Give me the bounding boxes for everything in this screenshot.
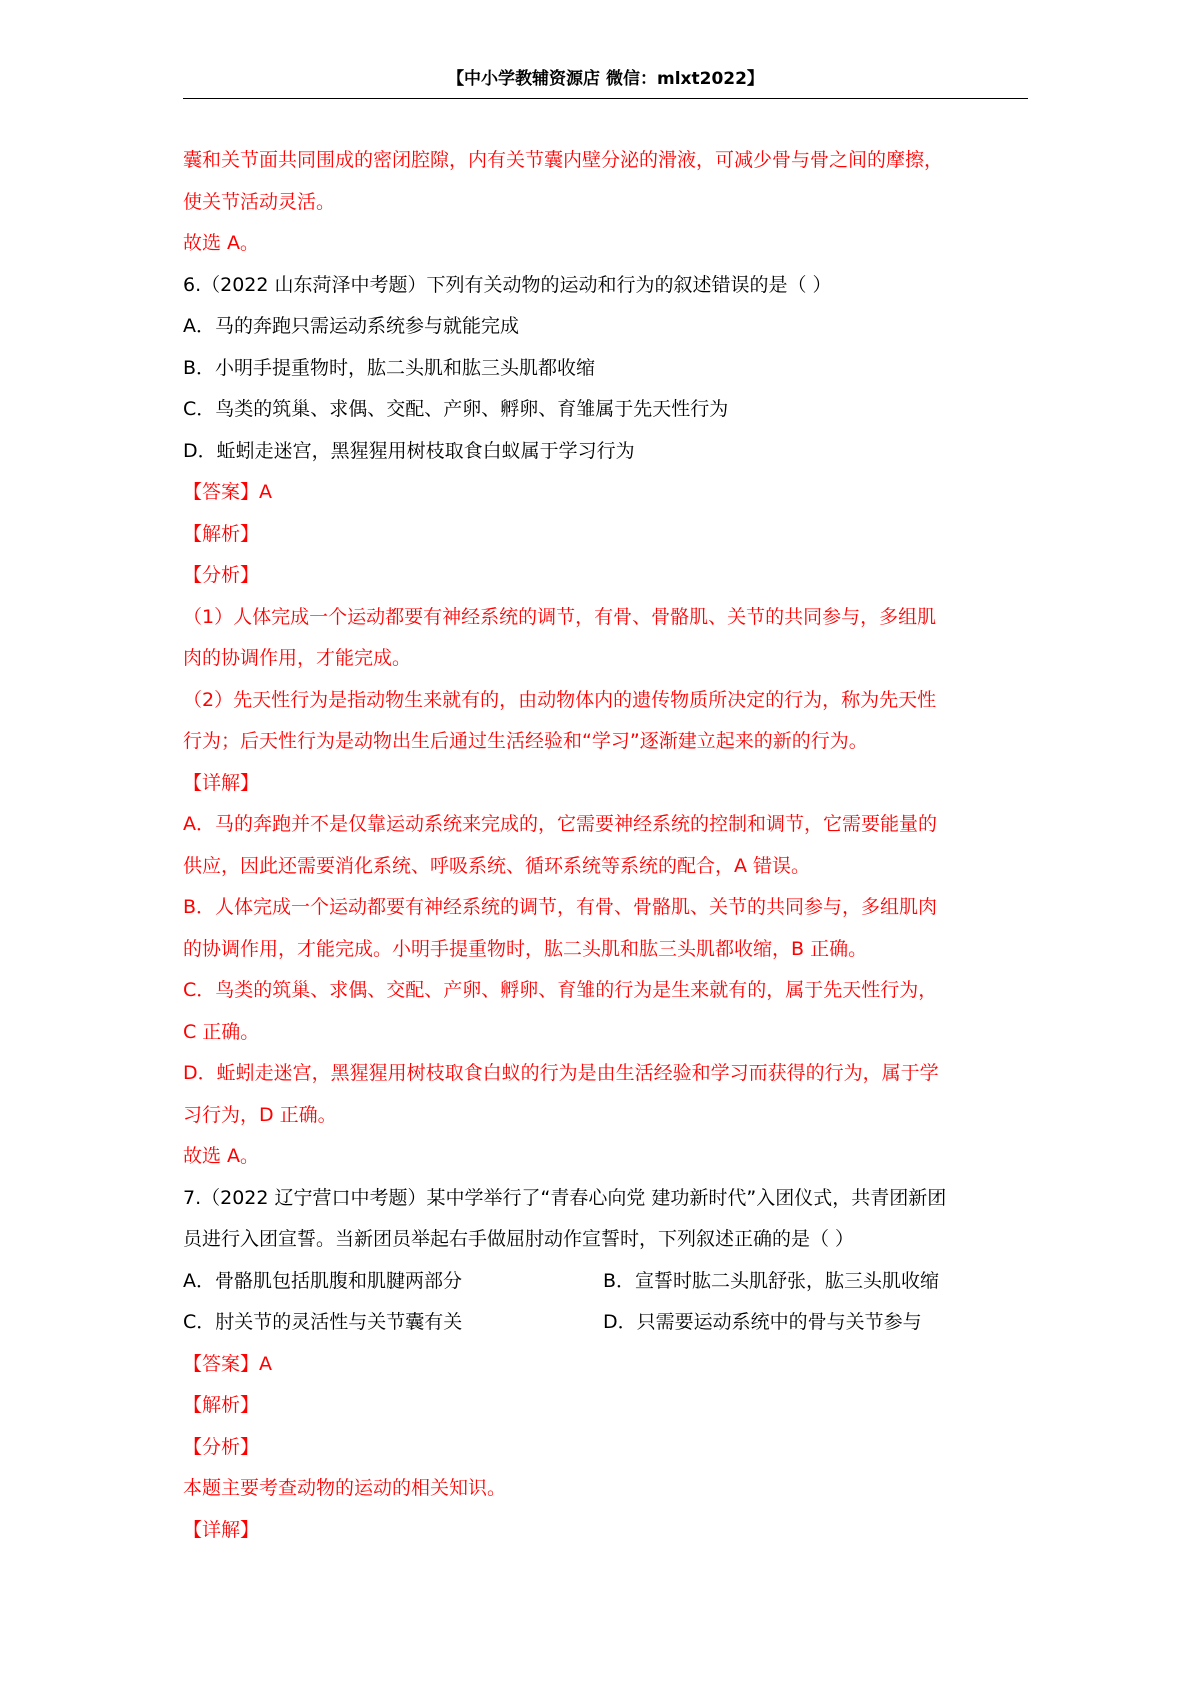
q7-analysis-heading: 【解析】	[183, 1394, 260, 1416]
text-line: （1）人体完成一个运动都要有神经系统的调节，有骨、骨骼肌、关节的共同参与，多组肌	[183, 605, 937, 628]
q6-option-d: D．蚯蚓走迷宫，黑猩猩用树枝取食白蚁属于学习行为	[183, 439, 635, 462]
text-line: 习行为，D 正确。	[183, 1103, 337, 1126]
document-body	[183, 140, 1028, 1551]
text-line: 囊和关节面共同围成的密闭腔隙，内有关节囊内壁分泌的滑液，可减少骨与骨之间的摩擦，	[183, 149, 944, 171]
question-7-line-2: 员进行入团宣誓。当新团员举起右手做屈肘动作宣誓时，下列叙述正确的是（ ）	[183, 1228, 855, 1250]
q7-option-b: B．宣誓时肱二头肌舒张，肱三头肌收缩	[603, 1269, 940, 1292]
q7-fenxi-heading: 【分析】	[183, 1435, 260, 1458]
q6-fenxi-heading: 【分析】	[183, 564, 260, 586]
q7-option-c: C．肘关节的灵活性与关节囊有关	[183, 1311, 463, 1333]
text-line: B．人体完成一个运动都要有神经系统的调节，有骨、骨骼肌、关节的共同参与，多组肌肉	[183, 896, 938, 918]
q7-option-a: A．骨骼肌包括肌腹和肌腱两部分	[183, 1269, 462, 1292]
q6-detail-heading: 【详解】	[183, 771, 260, 794]
text-line: D．蚯蚓走迷宫，黑猩猩用树枝取食白蚁的行为是由生活经验和学习而获得的行为，属于学	[183, 1062, 939, 1084]
text-line: 使关节活动灵活。	[183, 190, 336, 213]
text-line: 行为；后天性行为是动物出生后通过生活经验和“学习”逐渐建立起来的新的行为。	[183, 730, 868, 752]
q6-option-b: B．小明手提重物时，肱二头肌和肱三头肌都收缩	[183, 356, 596, 379]
text-line: A．马的奔跑并不是仅靠运动系统来完成的，它需要神经系统的控制和调节，它需要能量的	[183, 813, 937, 835]
text-line: C 正确。	[183, 1020, 260, 1043]
q6-option-a: A．马的奔跑只需运动系统参与就能完成	[183, 315, 519, 337]
text-line: （2）先天性行为是指动物生来就有的，由动物体内的遗传物质所决定的行为，称为先天性	[183, 688, 937, 711]
q6-answer: 【答案】A	[183, 481, 272, 503]
text-line: 故选 A。	[183, 1145, 260, 1167]
text-line: 供应，因此还需要消化系统、呼吸系统、循环系统等系统的配合，A 错误。	[183, 854, 811, 877]
q7-option-d: D．只需要运动系统中的骨与关节参与	[603, 1311, 922, 1333]
q7-detail-heading: 【详解】	[183, 1518, 260, 1541]
text-line: 肉的协调作用，才能完成。	[183, 647, 412, 669]
question-7-line-1: 7.（2022 辽宁营口中考题）某中学举行了“青春心向党 建功新时代”入团仪式，共青团新团	[183, 1186, 947, 1209]
q6-analysis-heading: 【解析】	[183, 522, 260, 545]
q7-answer: 【答案】A	[183, 1352, 272, 1375]
q6-option-c: C．鸟类的筑巢、求偶、交配、产卵、孵卵、育雏属于先天性行为	[183, 398, 729, 420]
text-line: 本题主要考查动物的运动的相关知识。	[183, 1477, 507, 1499]
question-6: 6.（2022 山东菏泽中考题）下列有关动物的运动和行为的叙述错误的是（ ）	[183, 273, 832, 296]
text-line: C．鸟类的筑巢、求偶、交配、产卵、孵卵、育雏的行为是生来就有的，属于先天性行为，	[183, 979, 938, 1001]
text-line: 的协调作用，才能完成。小明手提重物时，肱二头肌和肱三头肌都收缩，B 正确。	[183, 937, 868, 960]
q7-options-row-1	[183, 1261, 1028, 1303]
page-header: 【中小学教辅资源店 微信：mlxt2022】	[183, 64, 1028, 99]
q7-options-row-2	[183, 1302, 1028, 1344]
text-line: 故选 A。	[183, 232, 260, 254]
